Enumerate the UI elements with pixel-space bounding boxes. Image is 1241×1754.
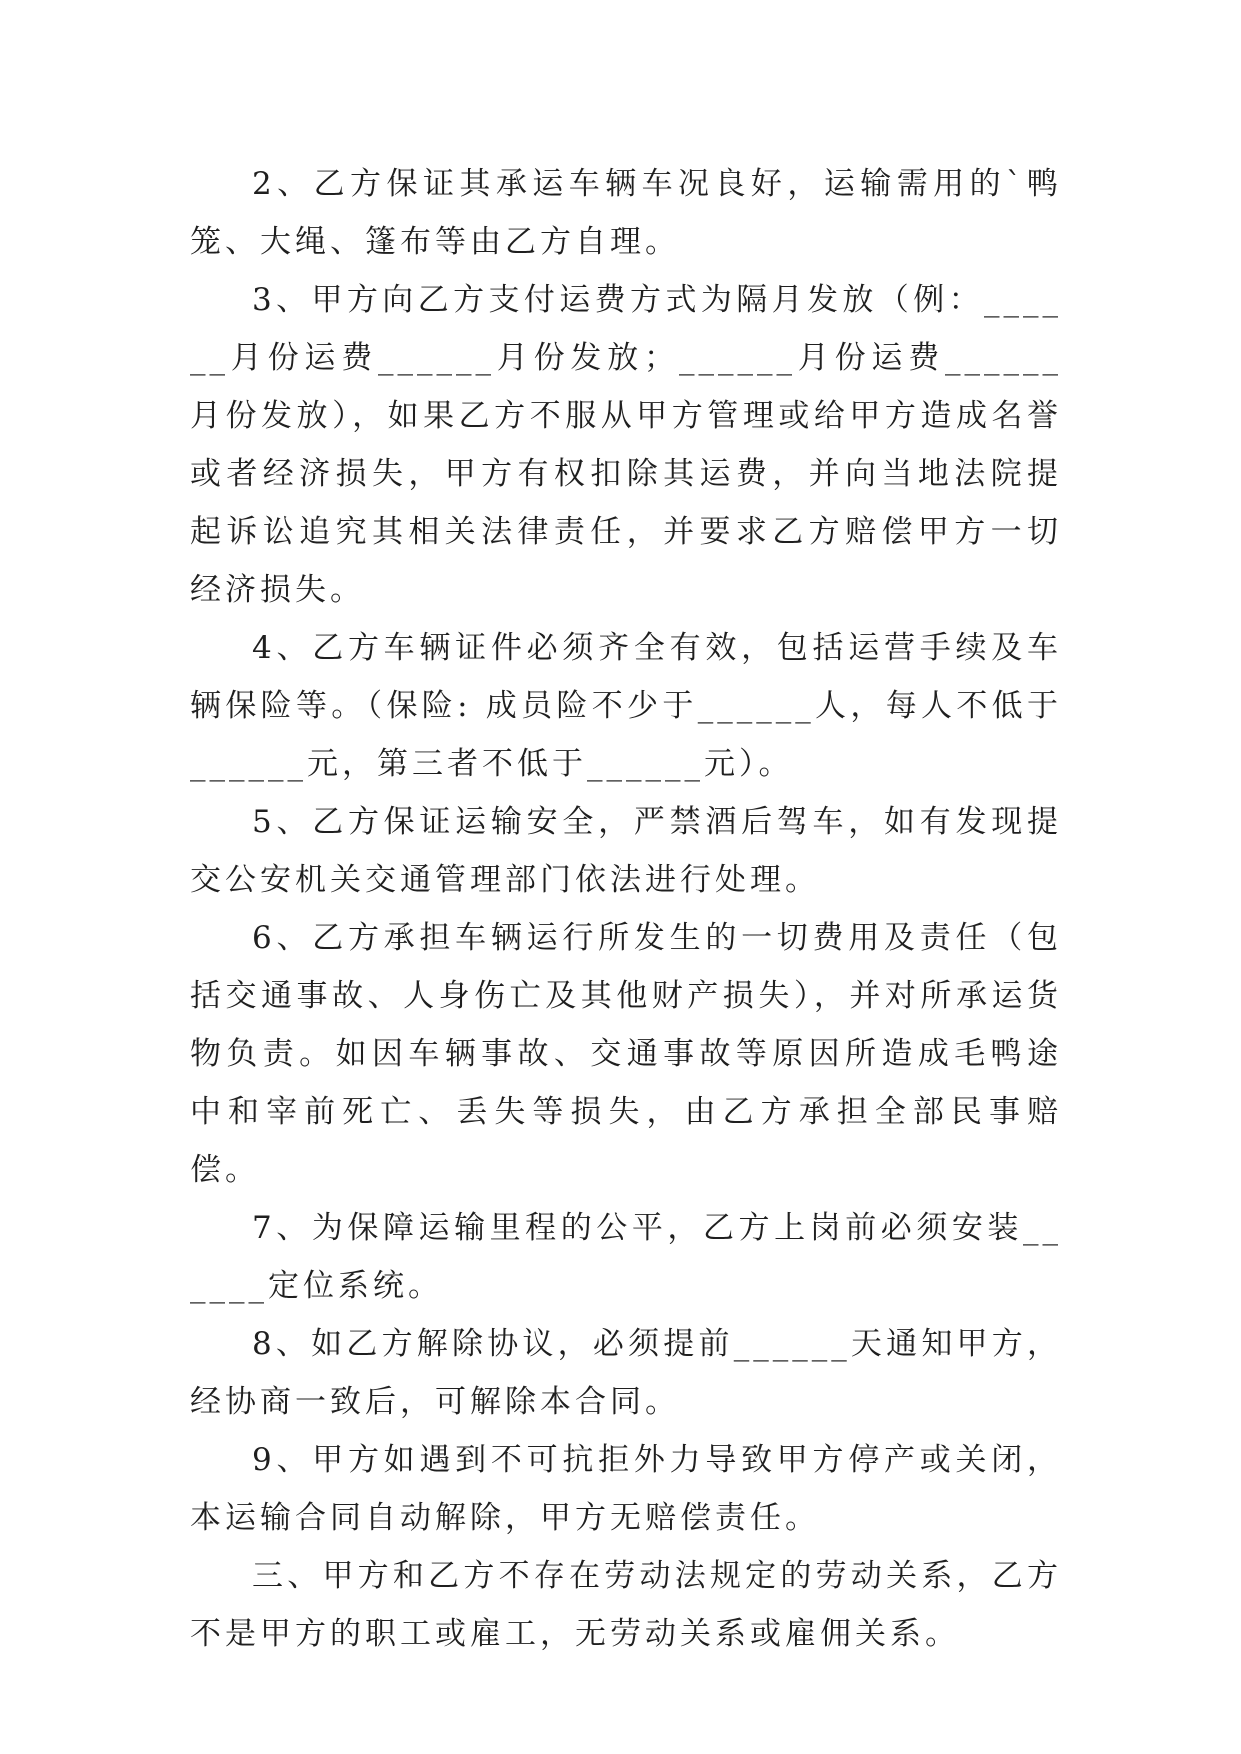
clause-8-paragraph: 8、如乙方解除协议，必须提前______天通知甲方，经协商一致后，可解除本合同。 [190,1326,1062,1420]
clause-2-paragraph: 2、乙方保证其承运车辆车况良好，运输需用的`鸭笼、大绳、篷布等由乙方自理。 [190,166,1062,260]
document-body [190,155,1062,1663]
clause-4-paragraph: 4、乙方车辆证件必须齐全有效，包括运营手续及车辆保险等。（保险: 成员险不少于______人，每人不低于______元，第三者不低于______元）。 [190,630,1062,782]
clause-7-paragraph: 7、为保障运输里程的公平，乙方上岗前必须安装______定位系统。 [190,1210,1062,1304]
clause-3-paragraph: 3、甲方向乙方支付运费方式为隔月发放（例：______月份运费______月份发放；______月份运费______月份发放），如果乙方不服从甲方管理或给甲方造成名誉或者经济损失，甲方有权扣除其运费，并向当地法院提起诉讼追究其相关法律责任，并要求乙方赔偿甲方一切经济损失。 [190,282,1062,608]
clause-9-paragraph: 9、甲方如遇到不可抗拒外力导致甲方停产或关闭，本运输合同自动解除，甲方无赔偿责任。 [190,1442,1062,1536]
section-3-paragraph: 三、甲方和乙方不存在劳动法规定的劳动关系，乙方不是甲方的职工或雇工，无劳动关系或雇佣关系。 [190,1558,1062,1652]
clause-5-paragraph: 5、乙方保证运输安全，严禁酒后驾车，如有发现提交公安机关交通管理部门依法进行处理。 [190,804,1062,898]
clause-6-paragraph: 6、乙方承担车辆运行所发生的一切费用及责任（包括交通事故、人身伤亡及其他财产损失），并对所承运货物负责。如因车辆事故、交通事故等原因所造成毛鸭途中和宰前死亡、丢失等损失，由乙方承担全部民事赔偿。 [190,920,1062,1188]
